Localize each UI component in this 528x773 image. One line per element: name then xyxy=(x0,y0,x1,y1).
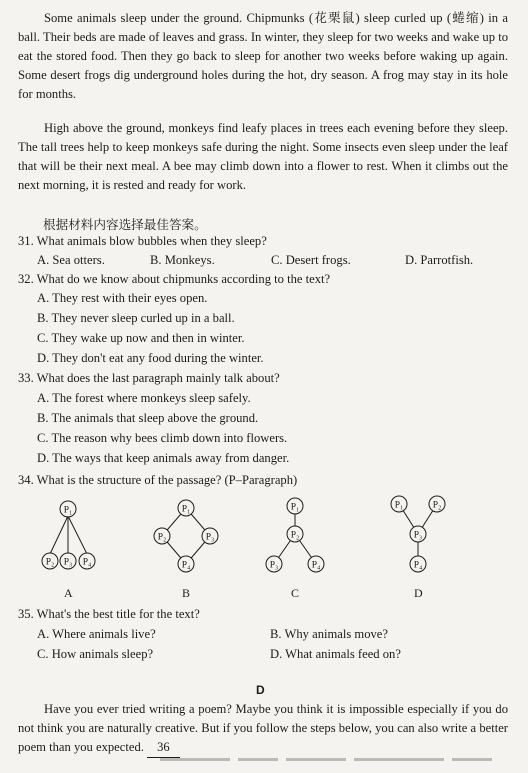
q35-option-d[interactable]: D. What animals feed on? xyxy=(270,647,401,661)
question-text: What's the best title for the text? xyxy=(36,607,200,621)
diagram-b[interactable] xyxy=(154,500,218,572)
node-label: P₁ xyxy=(394,500,404,511)
question-33 xyxy=(18,371,280,386)
diagram-d[interactable] xyxy=(391,496,445,572)
question-number: 33. xyxy=(18,371,34,385)
section-heading-d: D xyxy=(256,683,265,697)
instruction: 根据材料内容选择最佳答案。 xyxy=(43,218,207,232)
q33-option-d[interactable]: D. The ways that keep animals away from danger. xyxy=(37,451,290,465)
node-label: P₁ xyxy=(290,502,300,513)
q32-option-b[interactable]: B. They never sleep curled up in a ball. xyxy=(37,311,235,325)
q33-option-b[interactable]: B. The animals that sleep above the ground. xyxy=(37,411,259,425)
node-label: P₁ xyxy=(181,504,191,515)
diagram-label-d: D xyxy=(414,586,423,600)
question-text: What does the last paragraph mainly talk about? xyxy=(36,371,280,385)
node-label: P₁ xyxy=(63,505,73,516)
page-footer xyxy=(160,758,500,764)
node-label: P₄ xyxy=(413,560,423,571)
q31-option-d[interactable]: D. Parrotfish. xyxy=(405,253,474,267)
q35-option-a[interactable]: A. Where animals live? xyxy=(37,627,156,641)
node-label: P₂ xyxy=(290,530,300,541)
node-label: P₃ xyxy=(413,530,423,541)
node-label: P₂ xyxy=(45,557,55,568)
question-text: What is the structure of the passage? (P–Paragraph) xyxy=(36,473,298,487)
question-35 xyxy=(18,607,200,622)
diagram-label-c: C xyxy=(291,586,300,600)
q31-option-b[interactable]: B. Monkeys. xyxy=(150,253,215,267)
question-number: 35. xyxy=(18,607,34,621)
question-number: 34. xyxy=(18,473,34,487)
question-34 xyxy=(18,473,297,488)
q32-option-a[interactable]: A. They rest with their eyes open. xyxy=(37,291,208,305)
node-label: P₄ xyxy=(311,560,321,571)
section-d-text: Have you ever tried writing a poem? Maybe you think it is impossible especially if you do not think you are naturally creative. But if you follow the steps below, you can also write a better poem than you expected. xyxy=(18,702,508,754)
question-32 xyxy=(18,272,330,287)
question-number: 32. xyxy=(18,272,34,286)
node-label: P₄ xyxy=(181,560,191,571)
structure-diagram-svg xyxy=(26,494,496,584)
node-label: P₃ xyxy=(269,560,279,571)
blank-36[interactable]: 36 xyxy=(147,738,180,758)
question-text: What do we know about chipmunks according to the text? xyxy=(36,272,331,286)
question-number: 31. xyxy=(18,234,34,248)
node-label: P₂ xyxy=(432,500,442,511)
node-label: P₃ xyxy=(205,532,215,543)
section-d-paragraph xyxy=(18,700,508,758)
q33-option-a[interactable]: A. The forest where monkeys sleep safely. xyxy=(37,391,251,405)
question-31 xyxy=(18,234,267,249)
q32-option-d[interactable]: D. They don't eat any food during the winter. xyxy=(37,351,264,365)
question-text: What animals blow bubbles when they sleep? xyxy=(36,234,267,248)
node-label: P₄ xyxy=(82,557,92,568)
q31-option-a[interactable]: A. Sea otters. xyxy=(37,253,105,267)
diagram-c[interactable] xyxy=(266,498,324,572)
q35-option-b[interactable]: B. Why animals move? xyxy=(270,627,388,641)
passage-paragraph-2: High above the ground, monkeys find leafy places in trees each evening before they sleep. The tall trees help to keep monkeys safe during the night. Some insects even sleep under the leaf that will be their next meal. A bee may climb down into a flower to rest. When it climbs out the next morning, it is rested and ready for work. xyxy=(18,121,508,192)
node-label: P₂ xyxy=(157,532,167,543)
q32-option-c[interactable]: C. They wake up now and then in winter. xyxy=(37,331,245,345)
diagram-label-a: A xyxy=(64,586,73,600)
passage-paragraph-1: Some animals sleep under the ground. Chipmunks (花栗鼠) sleep curled up (蜷缩) in a ball. Their beds are made of leaves and grass. In winter, they sleep for two weeks and wake up to eat the stored food. Then they go back to sleep for another two weeks before waking up again. Some desert frogs dig underground holes during the hot, dry season. A frog may stay in its hole for months. xyxy=(18,11,508,101)
q31-option-c[interactable]: C. Desert frogs. xyxy=(271,253,351,267)
diagram-a[interactable] xyxy=(42,501,95,569)
structure-diagrams xyxy=(26,494,496,604)
node-label: P₃ xyxy=(63,557,73,568)
q33-option-c[interactable]: C. The reason why bees climb down into flowers. xyxy=(37,431,288,445)
q35-option-c[interactable]: C. How animals sleep? xyxy=(37,647,154,661)
diagram-label-b: B xyxy=(182,586,191,600)
